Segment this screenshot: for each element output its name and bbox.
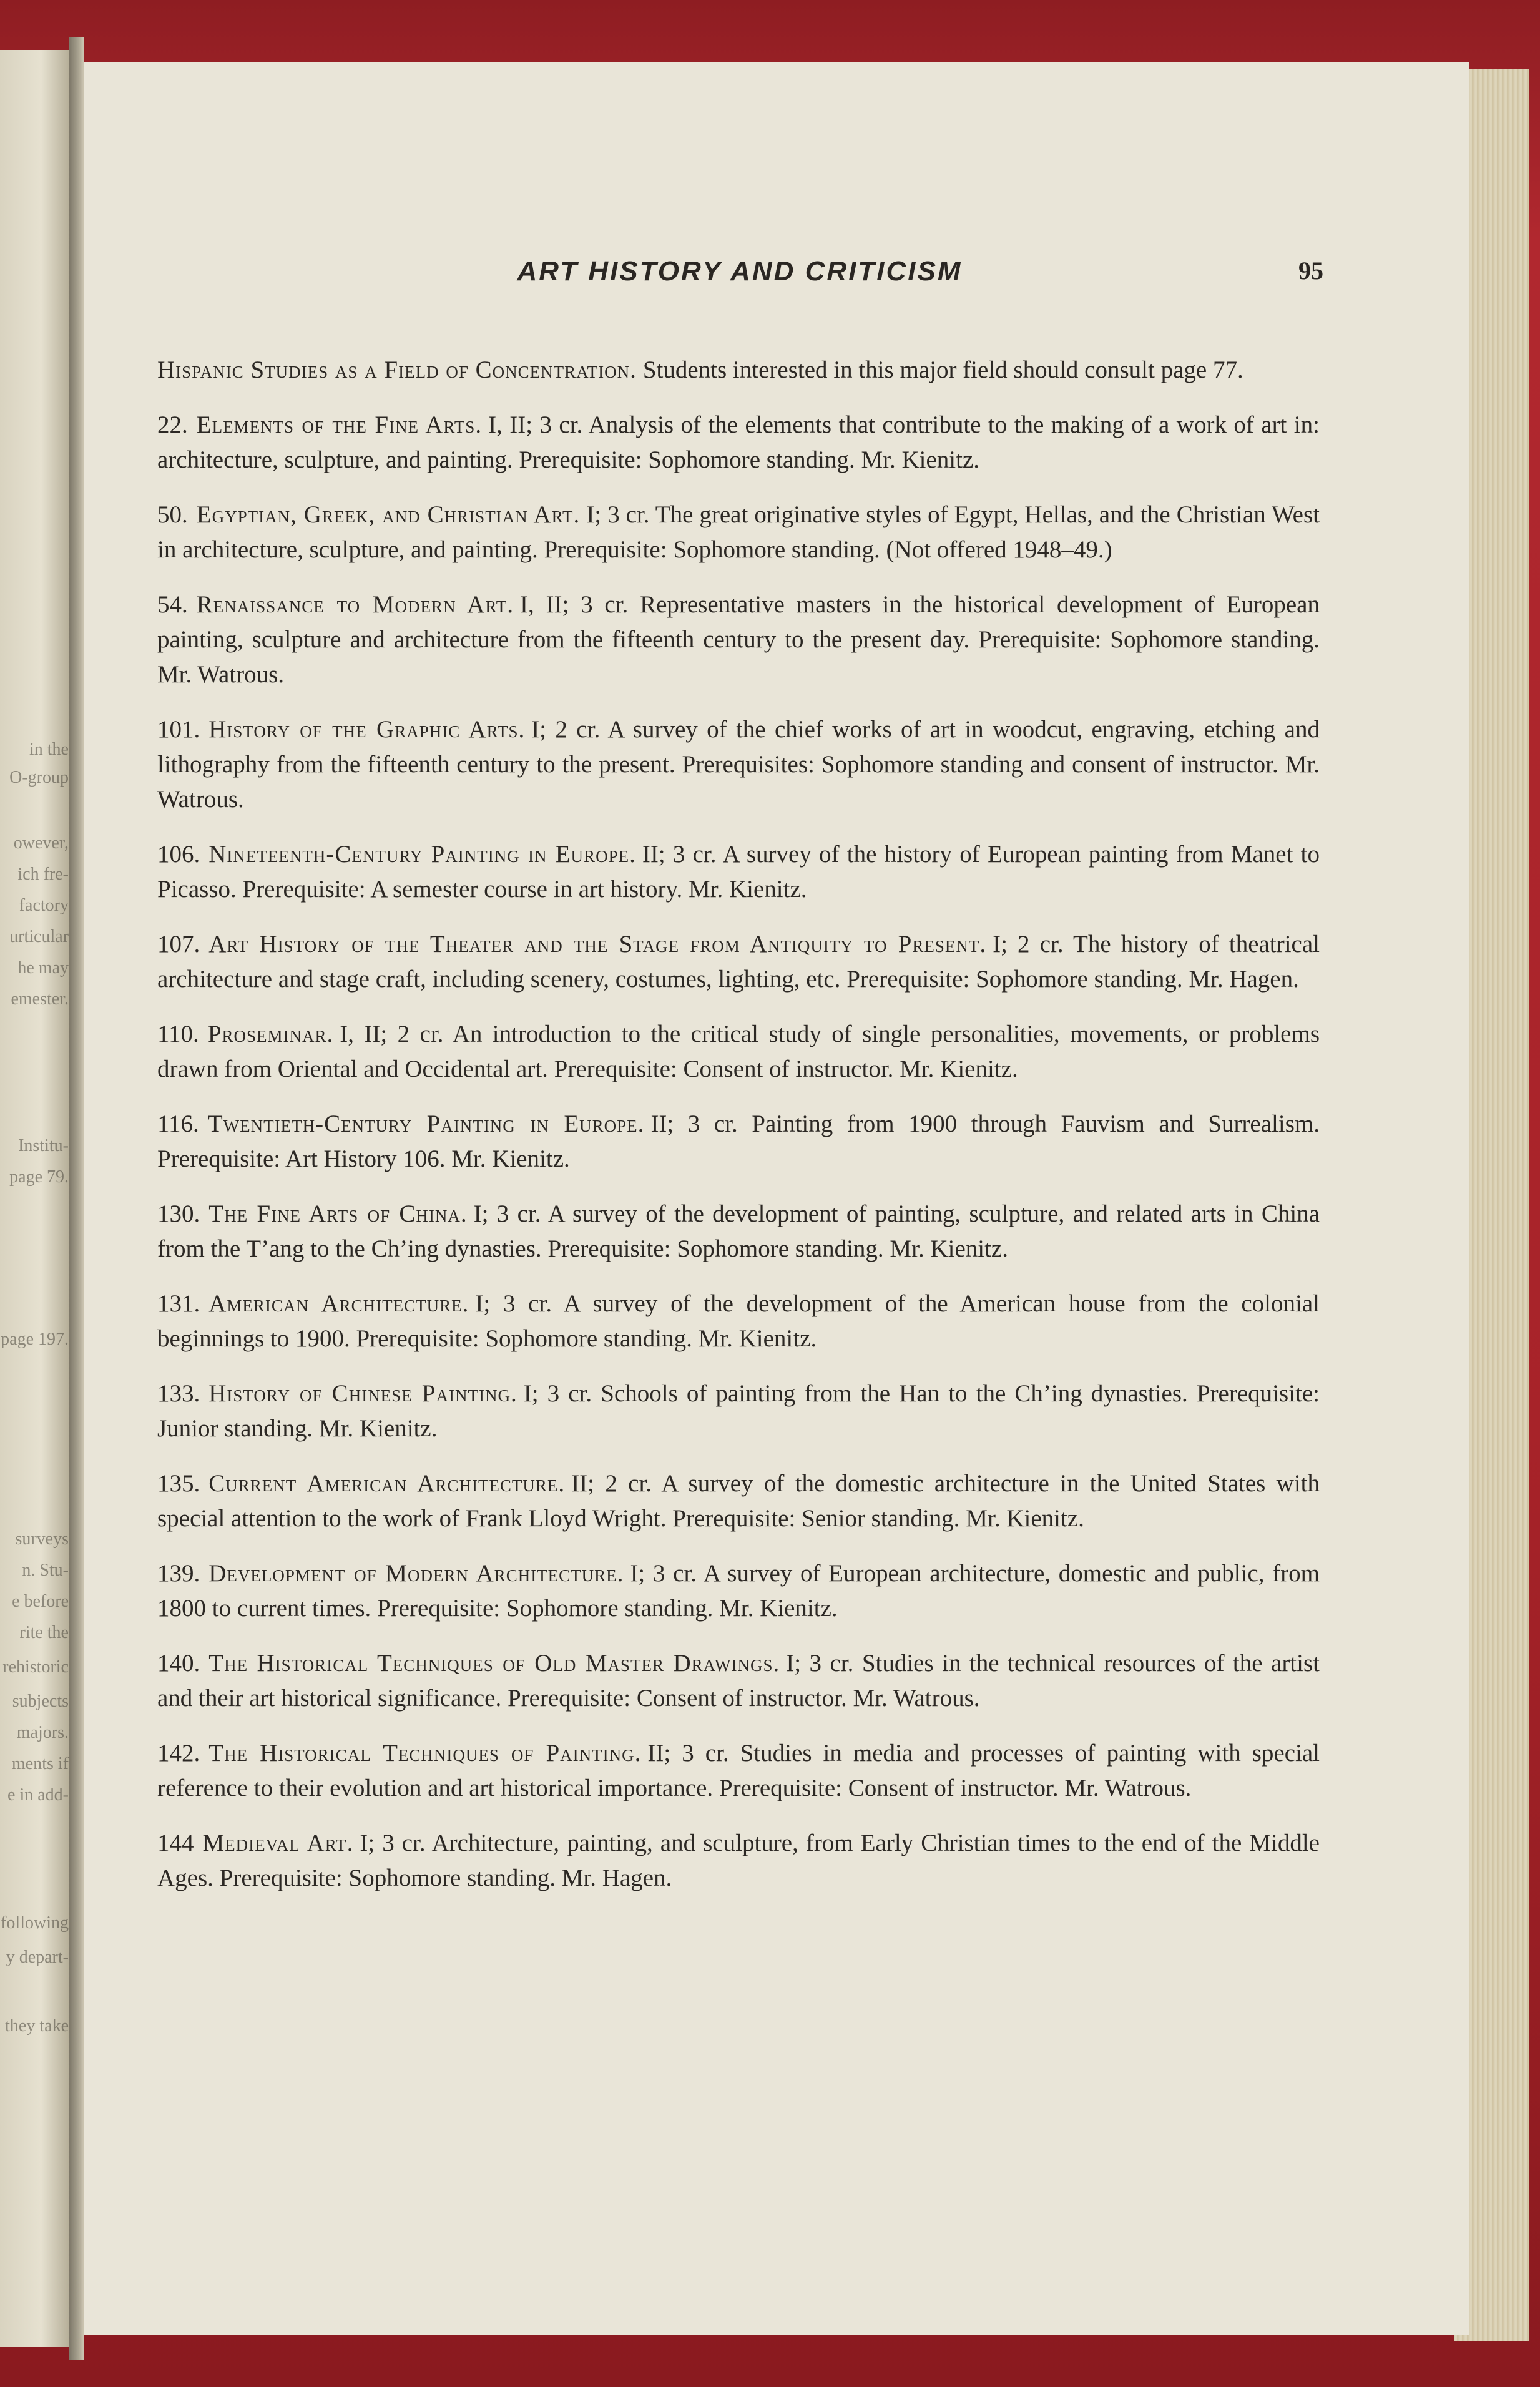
left-page-fragment: Institu- bbox=[18, 1136, 69, 1155]
left-page-fragment: factory bbox=[19, 896, 69, 915]
course-description: I, II; 3 cr. Analysis of the elements that contribute to the making of a work of art in: architecture, sculpture, and painting. Prerequisite: Sophomore standing. Mr. Kienitz. bbox=[157, 411, 1320, 473]
course-title: Egyptian, Greek, and Christian Art. bbox=[196, 501, 581, 528]
course-title: Hispanic Studies as a Field of Concentration. bbox=[157, 356, 637, 383]
left-page-fragment: they take bbox=[5, 2016, 69, 2036]
left-page-fragment: ments if bbox=[12, 1754, 69, 1773]
course-number: 139. bbox=[157, 1560, 200, 1587]
course-title: Development of Modern Architecture. bbox=[208, 1560, 624, 1587]
course-title: Twentieth-Century Painting in Europe. bbox=[207, 1110, 645, 1137]
course-description: II; 3 cr. A survey of the history of European painting from Manet to Picasso. Prerequisite: A semester course in art history. Mr. Kienitz. bbox=[157, 841, 1320, 903]
course-title: Renaissance to Modern Art. bbox=[196, 591, 514, 618]
left-page-fragment: subjects bbox=[12, 1692, 69, 1711]
course-description: II; 3 cr. Studies in media and processes of painting with special reference to their evolution and art historical importance. Prerequisite: Consent of instructor. Mr. Watrous. bbox=[157, 1740, 1320, 1801]
course-description: Students interested in this major field should consult page 77. bbox=[642, 356, 1243, 383]
course-title: Nineteenth-Century Painting in Europe. bbox=[208, 841, 636, 868]
left-page-fragment: urticular bbox=[9, 927, 69, 946]
course-entry bbox=[157, 927, 1320, 997]
course-number: 144 bbox=[157, 1830, 194, 1856]
left-page-fragment: emester. bbox=[11, 989, 69, 1009]
left-page-fragment: rehistoric bbox=[2, 1657, 69, 1677]
course-description: I; 2 cr. A survey of the chief works of art in woodcut, engraving, etching and lithography from the fifteenth century to the present. Prerequisites: Sophomore standing and consent of instructor. Mr. Watrous. bbox=[157, 716, 1320, 813]
course-number: 133. bbox=[157, 1380, 200, 1407]
course-number: 110. bbox=[157, 1021, 199, 1047]
left-page-fragment: O-group bbox=[9, 768, 69, 787]
running-title: ART HISTORY AND CRITICISM bbox=[517, 256, 963, 287]
course-number: 106. bbox=[157, 841, 200, 868]
left-page-fragment: in the bbox=[29, 740, 69, 759]
course-entry bbox=[157, 1646, 1320, 1716]
course-entry bbox=[157, 1107, 1320, 1177]
left-page-fragment: n. Stu- bbox=[22, 1561, 69, 1580]
book-gutter bbox=[69, 37, 84, 2360]
course-description: I, II; 2 cr. An introduction to the critical study of single personalities, movements, or problems drawn from Oriental and Occidental art. Prerequisite: Consent of instructor. Mr. Kienitz. bbox=[157, 1021, 1320, 1082]
left-page-edge bbox=[0, 50, 69, 2347]
left-page-fragment: page 197. bbox=[1, 1330, 69, 1349]
course-description: II; 3 cr. Painting from 1900 through Fauvism and Surrealism. Prerequisite: Art History 106. Mr. Kienitz. bbox=[157, 1110, 1320, 1172]
course-description: I; 3 cr. Schools of painting from the Han to the Ch’ing dynasties. Prerequisite: Junior standing. Mr. Kienitz. bbox=[157, 1380, 1320, 1442]
course-description: I; 3 cr. Architecture, painting, and sculpture, from Early Christian times to the end of the Middle Ages. Prerequisite: Sophomore standing. Mr. Hagen. bbox=[157, 1830, 1320, 1891]
course-title: The Historical Techniques of Old Master Drawings. bbox=[208, 1650, 780, 1677]
course-title: Proseminar. bbox=[207, 1021, 334, 1047]
course-title: History of the Graphic Arts. bbox=[208, 716, 526, 743]
course-description: II; 2 cr. A survey of the domestic architecture in the United States with special attention to the work of Frank Lloyd Wright. Prerequisite: Senior standing. Mr. Kienitz. bbox=[157, 1470, 1320, 1532]
course-description: I, II; 3 cr. Representative masters in the historical development of European painting, sculpture and architecture from the fifteenth century to the present day. Prerequisite: Sophomore standing. Mr. Watrous. bbox=[157, 591, 1320, 688]
course-title: Art History of the Theater and the Stage from Antiquity to Present. bbox=[208, 931, 987, 958]
course-entry bbox=[157, 497, 1320, 567]
course-entry bbox=[157, 1556, 1320, 1626]
course-entry bbox=[157, 1466, 1320, 1536]
left-page-fragment: he may bbox=[17, 958, 69, 978]
course-number: 131. bbox=[157, 1290, 200, 1317]
course-description: I; 3 cr. A survey of the development of the American house from the colonial beginnings to 1900. Prerequisite: Sophomore standing. Mr. Kienitz. bbox=[157, 1290, 1320, 1352]
course-number: 140. bbox=[157, 1650, 200, 1677]
course-title: Medieval Art. bbox=[202, 1830, 354, 1856]
left-page-fragment: y depart- bbox=[6, 1948, 69, 1967]
course-description: I; 3 cr. The great originative styles of Egypt, Hellas, and the Christian West in architecture, sculpture, and painting. Prerequisite: Sophomore standing. (Not offered 1948–49.) bbox=[157, 501, 1320, 563]
course-title: Current American Architecture. bbox=[208, 1470, 566, 1497]
course-number: 130. bbox=[157, 1200, 200, 1227]
page-header bbox=[156, 256, 1323, 300]
course-entry bbox=[157, 1017, 1320, 1087]
course-title: History of Chinese Painting. bbox=[208, 1380, 517, 1407]
course-entry bbox=[157, 1197, 1320, 1267]
course-number: 22. bbox=[157, 411, 188, 438]
course-list bbox=[157, 353, 1320, 1916]
course-entry bbox=[157, 1376, 1320, 1446]
course-title: American Architecture. bbox=[208, 1290, 469, 1317]
course-number: 50. bbox=[157, 501, 188, 528]
course-entry bbox=[157, 1826, 1320, 1896]
left-page-fragment: rite the bbox=[19, 1623, 69, 1642]
left-page-fragment: e in add- bbox=[7, 1785, 69, 1805]
course-title: The Historical Techniques of Painting. bbox=[208, 1740, 642, 1767]
left-page-fragment: ich fre- bbox=[17, 865, 69, 884]
course-description: I; 3 cr. Studies in the technical resources of the artist and their art historical significance. Prerequisite: Consent of instructor. Mr. Watrous. bbox=[157, 1650, 1320, 1712]
course-number: 135. bbox=[157, 1470, 200, 1497]
course-title: The Fine Arts of China. bbox=[208, 1200, 468, 1227]
course-description: I; 3 cr. A survey of European architecture, domestic and public, from 1800 to current times. Prerequisite: Sophomore standing. Mr. Kienitz. bbox=[157, 1560, 1320, 1622]
left-page-fragment: owever, bbox=[13, 833, 69, 853]
course-number: 107. bbox=[157, 931, 200, 958]
course-entry bbox=[157, 353, 1320, 388]
course-title: Elements of the Fine Arts. bbox=[196, 411, 483, 438]
left-page-fragment: surveys bbox=[15, 1529, 69, 1549]
course-entry bbox=[157, 408, 1320, 478]
course-entry bbox=[157, 837, 1320, 907]
left-page-fragment: e before bbox=[12, 1592, 69, 1611]
left-page-fragment: following bbox=[1, 1913, 69, 1933]
left-page-fragment: page 79. bbox=[9, 1167, 69, 1187]
course-number: 54. bbox=[157, 591, 188, 618]
course-number: 142. bbox=[157, 1740, 200, 1767]
left-page-fragment: majors. bbox=[16, 1723, 69, 1742]
course-number: 116. bbox=[157, 1110, 199, 1137]
course-description: I; 3 cr. A survey of the development of painting, sculpture, and related arts in China from the T’ang to the Ch’ing dynasties. Prerequisite: Sophomore standing. Mr. Kienitz. bbox=[157, 1200, 1320, 1262]
course-entry bbox=[157, 587, 1320, 692]
course-number: 101. bbox=[157, 716, 200, 743]
course-entry bbox=[157, 712, 1320, 817]
course-entry bbox=[157, 1736, 1320, 1806]
page-number: 95 bbox=[1298, 257, 1323, 285]
course-entry bbox=[157, 1287, 1320, 1356]
course-description: I; 2 cr. The history of theatrical architecture and stage craft, including scenery, costumes, lighting, etc. Prerequisite: Sophomore standing. Mr. Hagen. bbox=[157, 931, 1320, 993]
